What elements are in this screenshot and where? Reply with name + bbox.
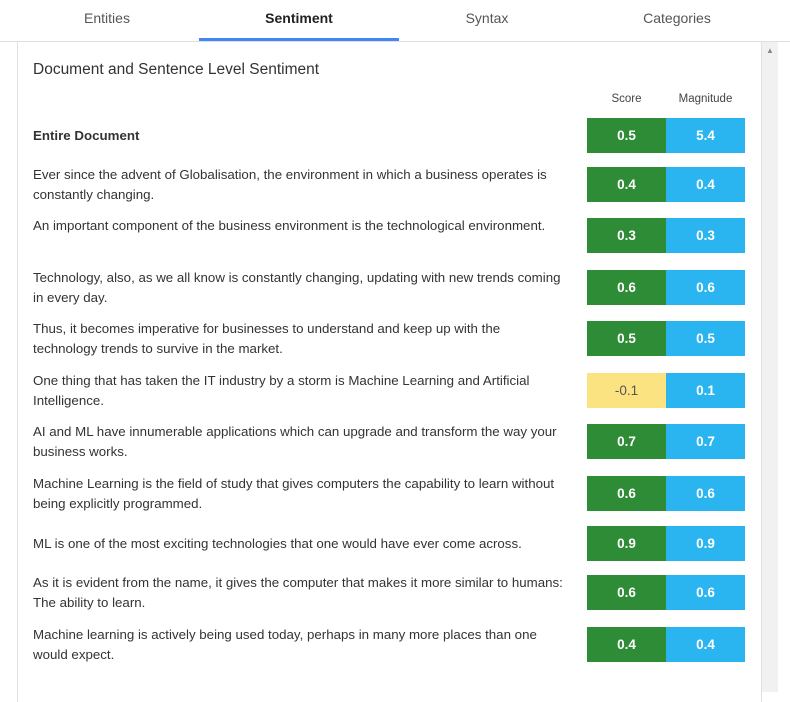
sentence-text: Machine learning is actively being used today, perhaps in many more places than one would expect. (33, 626, 537, 662)
score-cell: 0.4 (587, 627, 666, 662)
scroll-up-arrow-icon[interactable]: ▲ (766, 46, 774, 55)
tab-categories[interactable]: Categories (643, 10, 711, 26)
sentence-text: One thing that has taken the IT industry by a storm is Machine Learning and Artificial Intelligence. (33, 372, 530, 408)
score-cell: 0.6 (587, 476, 666, 511)
magnitude-cell: 0.6 (666, 476, 745, 511)
magnitude-cell: 0.4 (666, 167, 745, 202)
magnitude-cell: 0.9 (666, 526, 745, 561)
tab-entities[interactable]: Entities (84, 10, 130, 26)
sentence-text: AI and ML have innumerable applications which can upgrade and transform the way your business works. (33, 423, 557, 459)
magnitude-column-header: Magnitude (678, 93, 733, 105)
score-cell: 0.3 (587, 218, 666, 253)
score-cell: 0.4 (587, 167, 666, 202)
sentence-text: Ever since the advent of Globalisation, the environment in which a business operates is constantly changing. (33, 166, 547, 202)
magnitude-cell: 0.5 (666, 321, 745, 356)
tab-syntax[interactable]: Syntax (465, 10, 509, 26)
sentence-text: Technology, also, as we all know is constantly changing, updating with new trends coming in every day. (33, 269, 561, 305)
tab-bar (0, 0, 790, 42)
score-cell: 0.6 (587, 270, 666, 305)
score-cell: -0.1 (587, 373, 666, 408)
magnitude-cell: 0.4 (666, 627, 745, 662)
section-title: Document and Sentence Level Sentiment (33, 61, 320, 78)
magnitude-cell: 0.6 (666, 575, 745, 610)
magnitude-cell: 0.7 (666, 424, 745, 459)
score-cell: 0.9 (587, 526, 666, 561)
sentence-text: Thus, it becomes imperative for businesses to understand and keep up with the technology trends to survive in the market. (33, 320, 501, 356)
sentence-text: Machine Learning is the field of study that gives computers the capability to learn without being explicitly programmed. (33, 475, 555, 511)
magnitude-cell: 0.1 (666, 373, 745, 408)
sentence-text: As it is evident from the name, it gives the computer that makes it more similar to humans: The ability to learn. (33, 574, 563, 610)
vertical-scrollbar[interactable] (762, 42, 778, 692)
magnitude-cell: 5.4 (666, 118, 745, 153)
sentence-text: An important component of the business environment is the technological environment. (33, 217, 546, 233)
score-cell: 0.5 (587, 118, 666, 153)
sentence-text: ML is one of the most exciting technologies that one would have ever come across. (33, 535, 522, 551)
score-cell: 0.7 (587, 424, 666, 459)
entire-document-label: Entire Document (33, 127, 140, 143)
active-tab-indicator (199, 38, 399, 41)
magnitude-cell: 0.6 (666, 270, 745, 305)
score-cell: 0.6 (587, 575, 666, 610)
score-cell: 0.5 (587, 321, 666, 356)
score-column-header: Score (611, 93, 642, 105)
tab-sentiment[interactable]: Sentiment (265, 10, 333, 26)
magnitude-cell: 0.3 (666, 218, 745, 253)
